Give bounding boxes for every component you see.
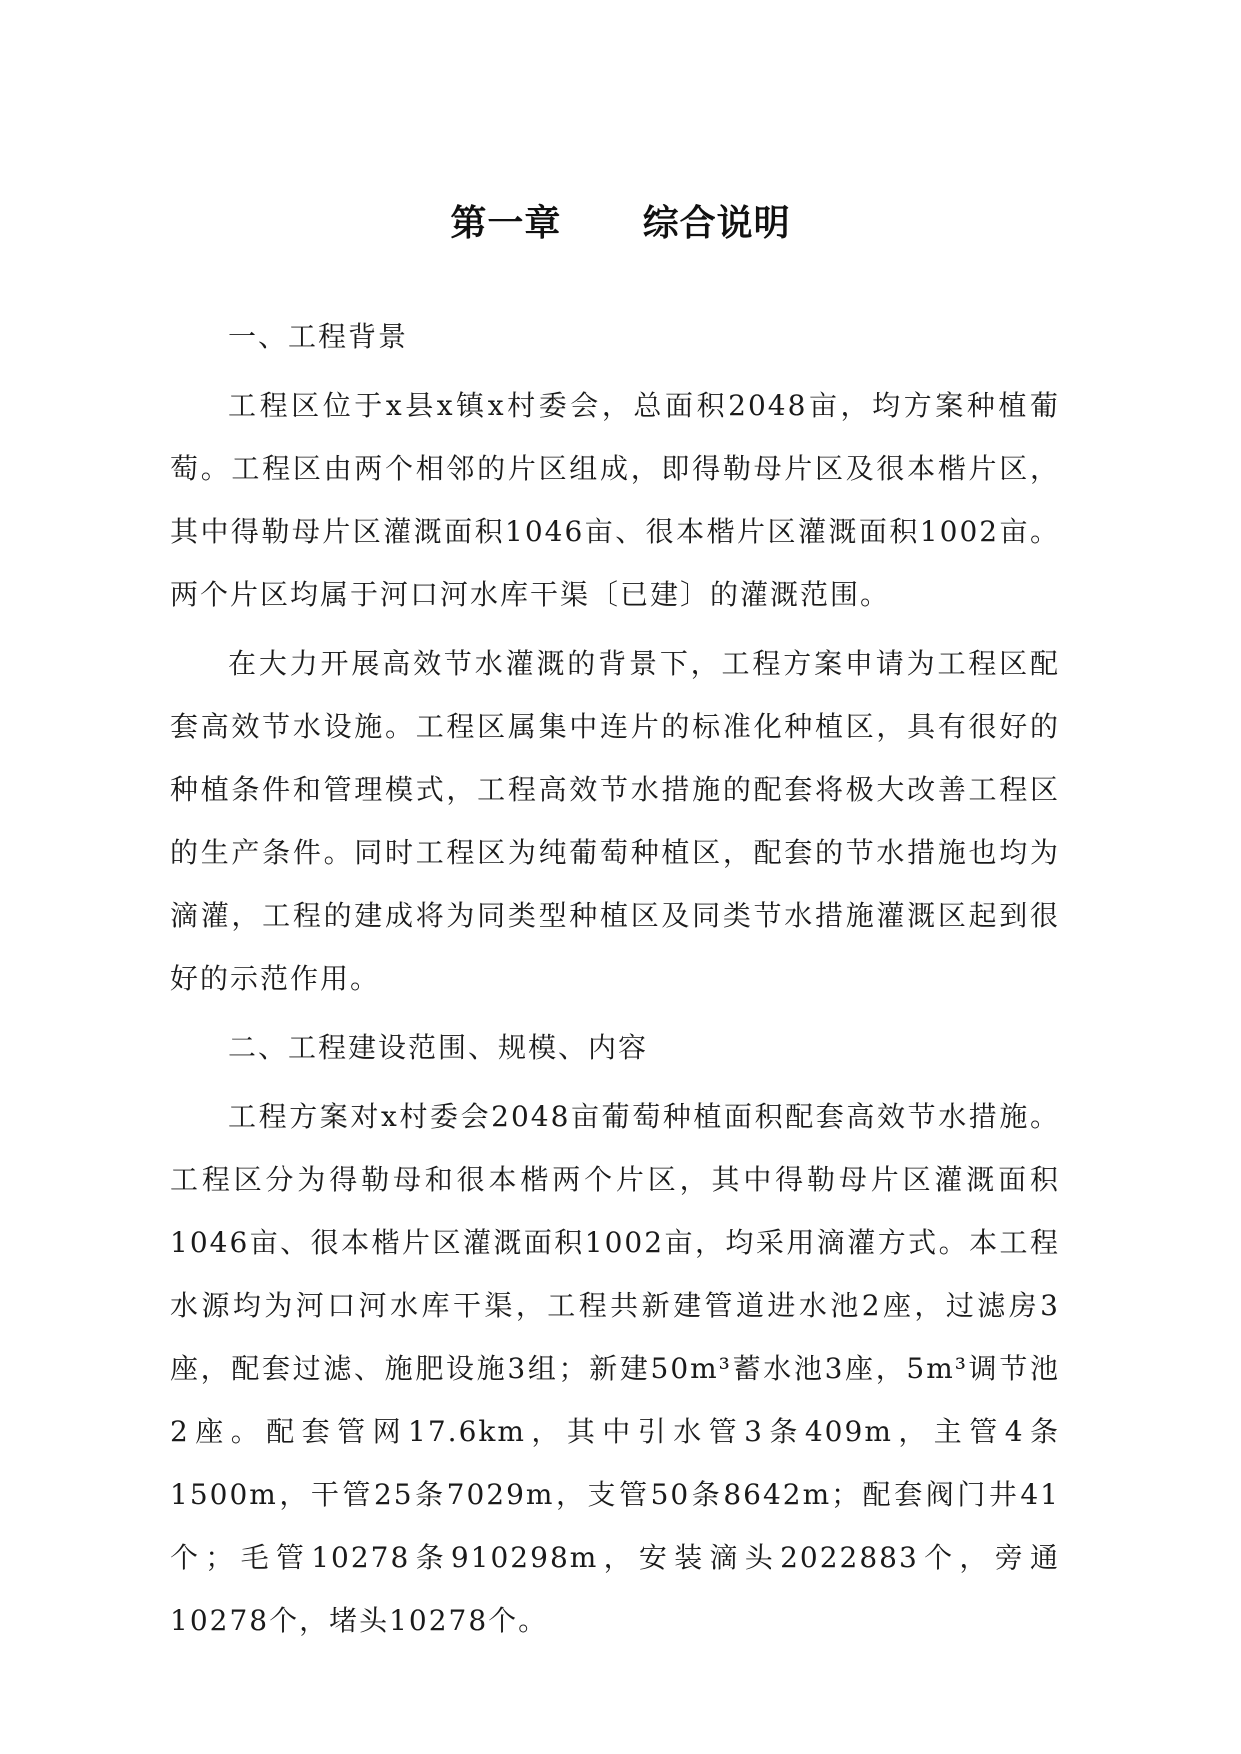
chapter-title xyxy=(0,195,1241,246)
paragraph-background-purpose: 在大力开展高效节水灌溉的背景下，工程方案申请为工程区配套高效节水设施。工程区属集中连片的标准化种植区，具有很好的种植条件和管理模式，工程高效节水措施的配套将极大改善工程区的生产条件。同时工程区为纯葡萄种植区，配套的节水措施也均为滴灌，工程的建成将为同类型种植区及同类节水措施灌溉区起到很好的示范作用。 xyxy=(170,647,1060,995)
paragraph-background-location: 工程区位于x县x镇x村委会，总面积2048亩，均方案种植葡萄。工程区由两个相邻的片区组成，即得勒母片区及很本楷片区，其中得勒母片区灌溉面积1046亩、很本楷片区灌溉面积1002亩。两个片区均属于河口河水库干渠〔已建〕的灌溉范围。 xyxy=(170,389,1060,611)
chapter-number: 第一章 xyxy=(450,203,562,244)
section-heading-background: 一、工程背景 xyxy=(228,320,409,353)
paragraph-scope-content: 工程方案对x村委会2048亩葡萄种植面积配套高效节水措施。工程区分为得勒母和很本楷两个片区，其中得勒母片区灌溉面积1046亩、很本楷片区灌溉面积1002亩，均采用滴灌方式。本工程水源均为河口河水库干渠，工程共新建管道进水池2座，过滤房3座，配套过滤、施肥设施3组；新建50m³蓄水池3座，5m³调节池2座。配套管网17.6km，其中引水管3条409m，主管4条1500m，干管25条7029m，支管50条8642m；配套阀门井41个；毛管10278条910298m，安装滴头2022883个，旁通10278个，堵头10278个。 xyxy=(170,1100,1060,1637)
section-heading-scope: 二、工程建设范围、规模、内容 xyxy=(228,1031,649,1064)
chapter-name: 综合说明 xyxy=(642,203,791,244)
document-body xyxy=(170,305,1060,1658)
